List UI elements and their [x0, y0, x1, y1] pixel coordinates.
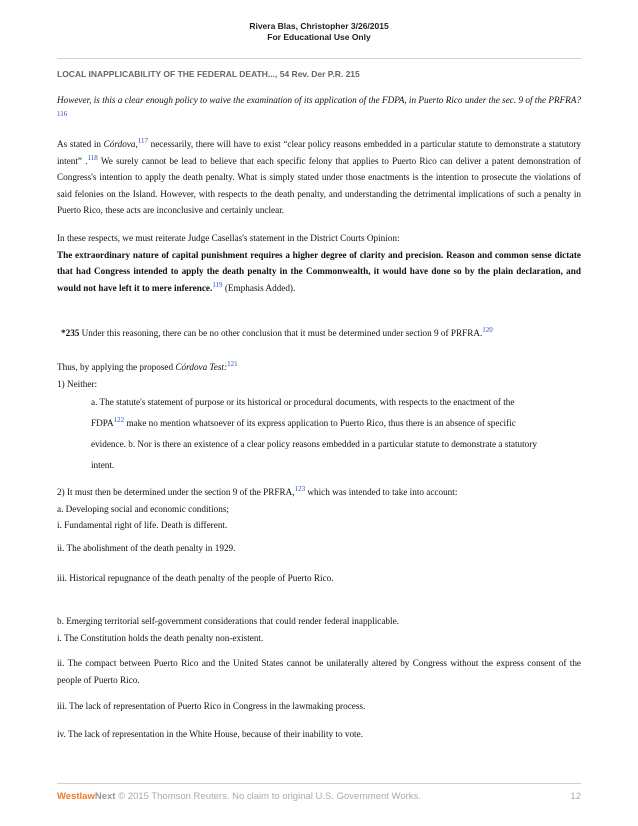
list-item-b-i: i. The Constitution holds the death penalty non-existent.	[57, 632, 264, 643]
header-divider	[57, 58, 581, 59]
footnote-link-119[interactable]: 119	[212, 280, 223, 289]
neither-label: 1) Neither:	[57, 378, 98, 389]
list-item-b-ii: ii. The compact between Puerto Rico and the United States cannot be unilaterally altered by Congress without the express consent of the people of Puerto Rico.	[57, 658, 581, 685]
question-text: However, is this a clear enough policy to waive the examination of its application of the FDPA, in Puerto Rico under the sec. 9 of the PRFRA?	[57, 95, 581, 105]
footnote-link-121[interactable]: 121	[227, 360, 238, 368]
paragraph-section9	[57, 484, 581, 534]
list-item-b-iii: iii. The lack of representation of Puerto Rico in Congress in the lawmaking process.	[57, 701, 366, 711]
conclusion-text: Under this reasoning, there can be no other conclusion that it must be determined under section 9 of PRFRA.	[79, 328, 483, 338]
page-star-marker: *235	[61, 328, 80, 338]
list-item-a-iii: iii. Historical repugnance of the death penalty of the people of Puerto Rico.	[57, 573, 334, 583]
paragraph-neither-items	[91, 392, 541, 476]
list-item-a-ii: ii. The abolishment of the death penalty in 1929.	[57, 543, 236, 553]
cordova-text-c: We surely cannot be lead to believe that each specific felony that applies to Puerto Rico can deliver a patent demonstration of Congress's intention to apply the death penalty. What is simply stated under those enactments is the intention to prosecute the violations of said felonies on the Island. However, with respects to the death penalty, and understanding the detrimental implications of such a penalty in Puerto Rico, these acts are inconclusive and certainly unclear.	[57, 155, 581, 215]
footer-divider	[57, 783, 581, 784]
section9-text-a: 2) It must then be determined under the section 9 of the PRFRA,	[57, 487, 295, 497]
section9-text-b: which was intended to take into account:	[305, 487, 458, 497]
header-user-date: Rivera Blas, Christopher 3/26/2015	[249, 21, 389, 31]
casellas-quote: The extraordinary nature of capital punishment requires a higher degree of clarity and precision. Reason and common sense dictate that had Congress intended to apply the death penalty in the Commonwealth, it would have done so by the plain declaration, and would not have left it to mere inference.	[57, 249, 581, 293]
test-text: Thus, by applying the proposed	[57, 362, 176, 372]
paragraph-question	[57, 92, 581, 125]
westlaw-logo: Westlaw	[57, 791, 95, 802]
list-item-a: a. Developing social and economic conditions;	[57, 503, 229, 514]
cordova-text-b: necessarily, there will have to exist “clear policy reasons embedded in a particular statute to demonstrate a statutory intent” .	[57, 139, 581, 166]
westlaw-next-logo: Next	[94, 791, 116, 802]
cordova-case-name: Córdova,	[103, 139, 138, 149]
footnote-link-123[interactable]: 123	[294, 485, 306, 493]
paragraph-self-government	[57, 613, 581, 646]
cordova-text-a: As stated in	[57, 139, 104, 149]
casellas-intro: In these respects, we must reiterate Judge Casellas's statement in the District Courts Opinion:	[57, 233, 400, 243]
neither-items-b: make no mention whatsoever of its express application to Puerto Rico, thus there is an absence of specific evidence. b. Nor is there an existence of a clear policy reasons embedded in a particular statute to demonstrate a statutory intent.	[91, 418, 537, 470]
neither-items-a: a. The statute's statement of purpose or its historical or procedural documents, with respects to the enactment of the FDPA	[91, 397, 515, 428]
paragraph-conclusion	[57, 325, 581, 342]
footnote-link-116[interactable]: 116	[57, 109, 68, 118]
footnote-link-122[interactable]: 122	[113, 416, 125, 424]
list-item-a-i: i. Fundamental right of life. Death is different.	[57, 520, 228, 530]
footnote-link-118[interactable]: 118	[87, 153, 98, 162]
header-notice: For Educational Use Only	[267, 32, 371, 42]
paragraph-cordova	[57, 136, 581, 219]
casellas-emphasis-note: (Emphasis Added).	[222, 282, 296, 293]
paragraph-casellas	[57, 230, 581, 296]
paragraph-test	[57, 359, 581, 392]
list-item-b-iv: iv. The lack of representation in the White House, because of their inability to vote.	[57, 729, 363, 739]
footnote-link-117[interactable]: 117	[137, 137, 149, 145]
copyright-notice: © 2015 Thomson Reuters. No claim to original U.S. Government Works.	[118, 791, 421, 802]
footnote-link-120[interactable]: 120	[482, 326, 493, 334]
document-title: LOCAL INAPPLICABILITY OF THE FEDERAL DEATH..., 54 Rev. Der P.R. 215	[57, 69, 360, 79]
test-name: Córdova Test:	[175, 362, 228, 372]
page-number: 12	[570, 791, 581, 802]
page-footer	[57, 791, 581, 802]
list-item-b: b. Emerging territorial self-government considerations that could render federal inapplicable.	[57, 616, 399, 626]
